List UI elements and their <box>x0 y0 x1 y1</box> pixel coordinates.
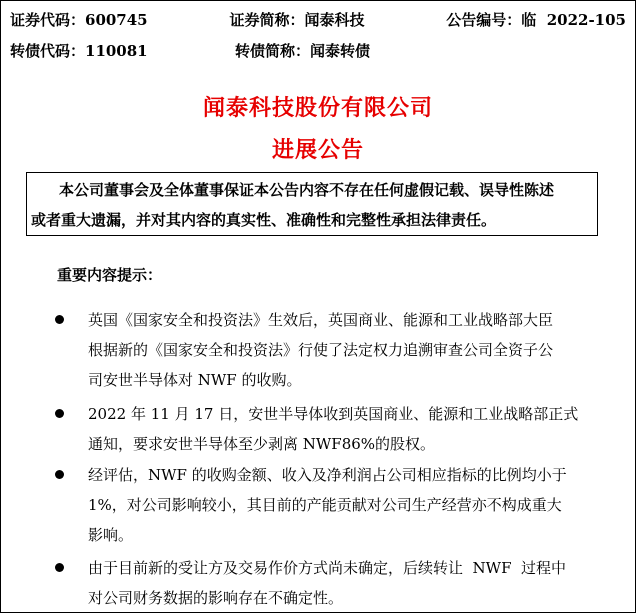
bond-abbreviation: 转债简称：闻泰转债 <box>235 42 371 60</box>
bullet-icon <box>55 563 64 572</box>
section-title: 重要内容提示： <box>57 266 163 284</box>
company-title: 闻泰科技股份有限公司 <box>202 95 433 121</box>
list-item-line: 经评估，NWF 的收购金额、收入及净利润占公司相应指标的比例均小于 <box>88 466 567 484</box>
list-item-line: 由于目前新的受让方及交易作价方式尚未确定，后续转让 NWF 过程中 <box>88 559 567 577</box>
list-item-line: 英国《国家安全和投资法》生效后，英国商业、能源和工业战略部大臣 <box>88 311 554 329</box>
header-row-1 <box>10 9 626 30</box>
notice-line: 本公司董事会及全体董事保证本公告内容不存在任何虚假记载、误导性陈述 <box>59 181 555 199</box>
list-item-line: 1%，对公司影响较小，其目前的产能贡献对公司生产经营亦不构成重大 <box>88 496 562 514</box>
list-item-line: 影响。 <box>88 526 134 544</box>
list-item-line: 2022 年 11 月 17 日，安世半导体收到英国商业、能源和工业战略部正式 <box>88 405 579 423</box>
announcement-number: 公告编号：临 2022-105 <box>446 11 626 29</box>
stock-code: 证券代码：600745 <box>10 11 148 29</box>
header-row-2 <box>10 40 626 61</box>
bullet-icon <box>55 315 64 324</box>
notice-line: 或者重大遗漏，并对其内容的真实性、准确性和完整性承担法律责任。 <box>31 211 497 229</box>
list-item-line: 对公司财务数据的影响存在不确定性。 <box>88 589 344 607</box>
announcement-title: 进展公告 <box>271 137 364 163</box>
board-guarantee-notice <box>26 172 598 236</box>
stock-abbreviation: 证券简称：闻泰科技 <box>229 11 365 29</box>
bond-code: 转债代码：110081 <box>10 42 148 60</box>
list-item-line: 通知，要求安世半导体至少剥离 NWF86%的股权。 <box>88 435 436 453</box>
list-item-line: 司安世半导体对 NWF 的收购。 <box>88 371 302 389</box>
bullet-icon <box>55 470 64 479</box>
bullet-icon <box>55 409 64 418</box>
list-item-line: 根据新的《国家安全和投资法》行使了法定权力追溯审查公司全资子公 <box>88 341 554 359</box>
